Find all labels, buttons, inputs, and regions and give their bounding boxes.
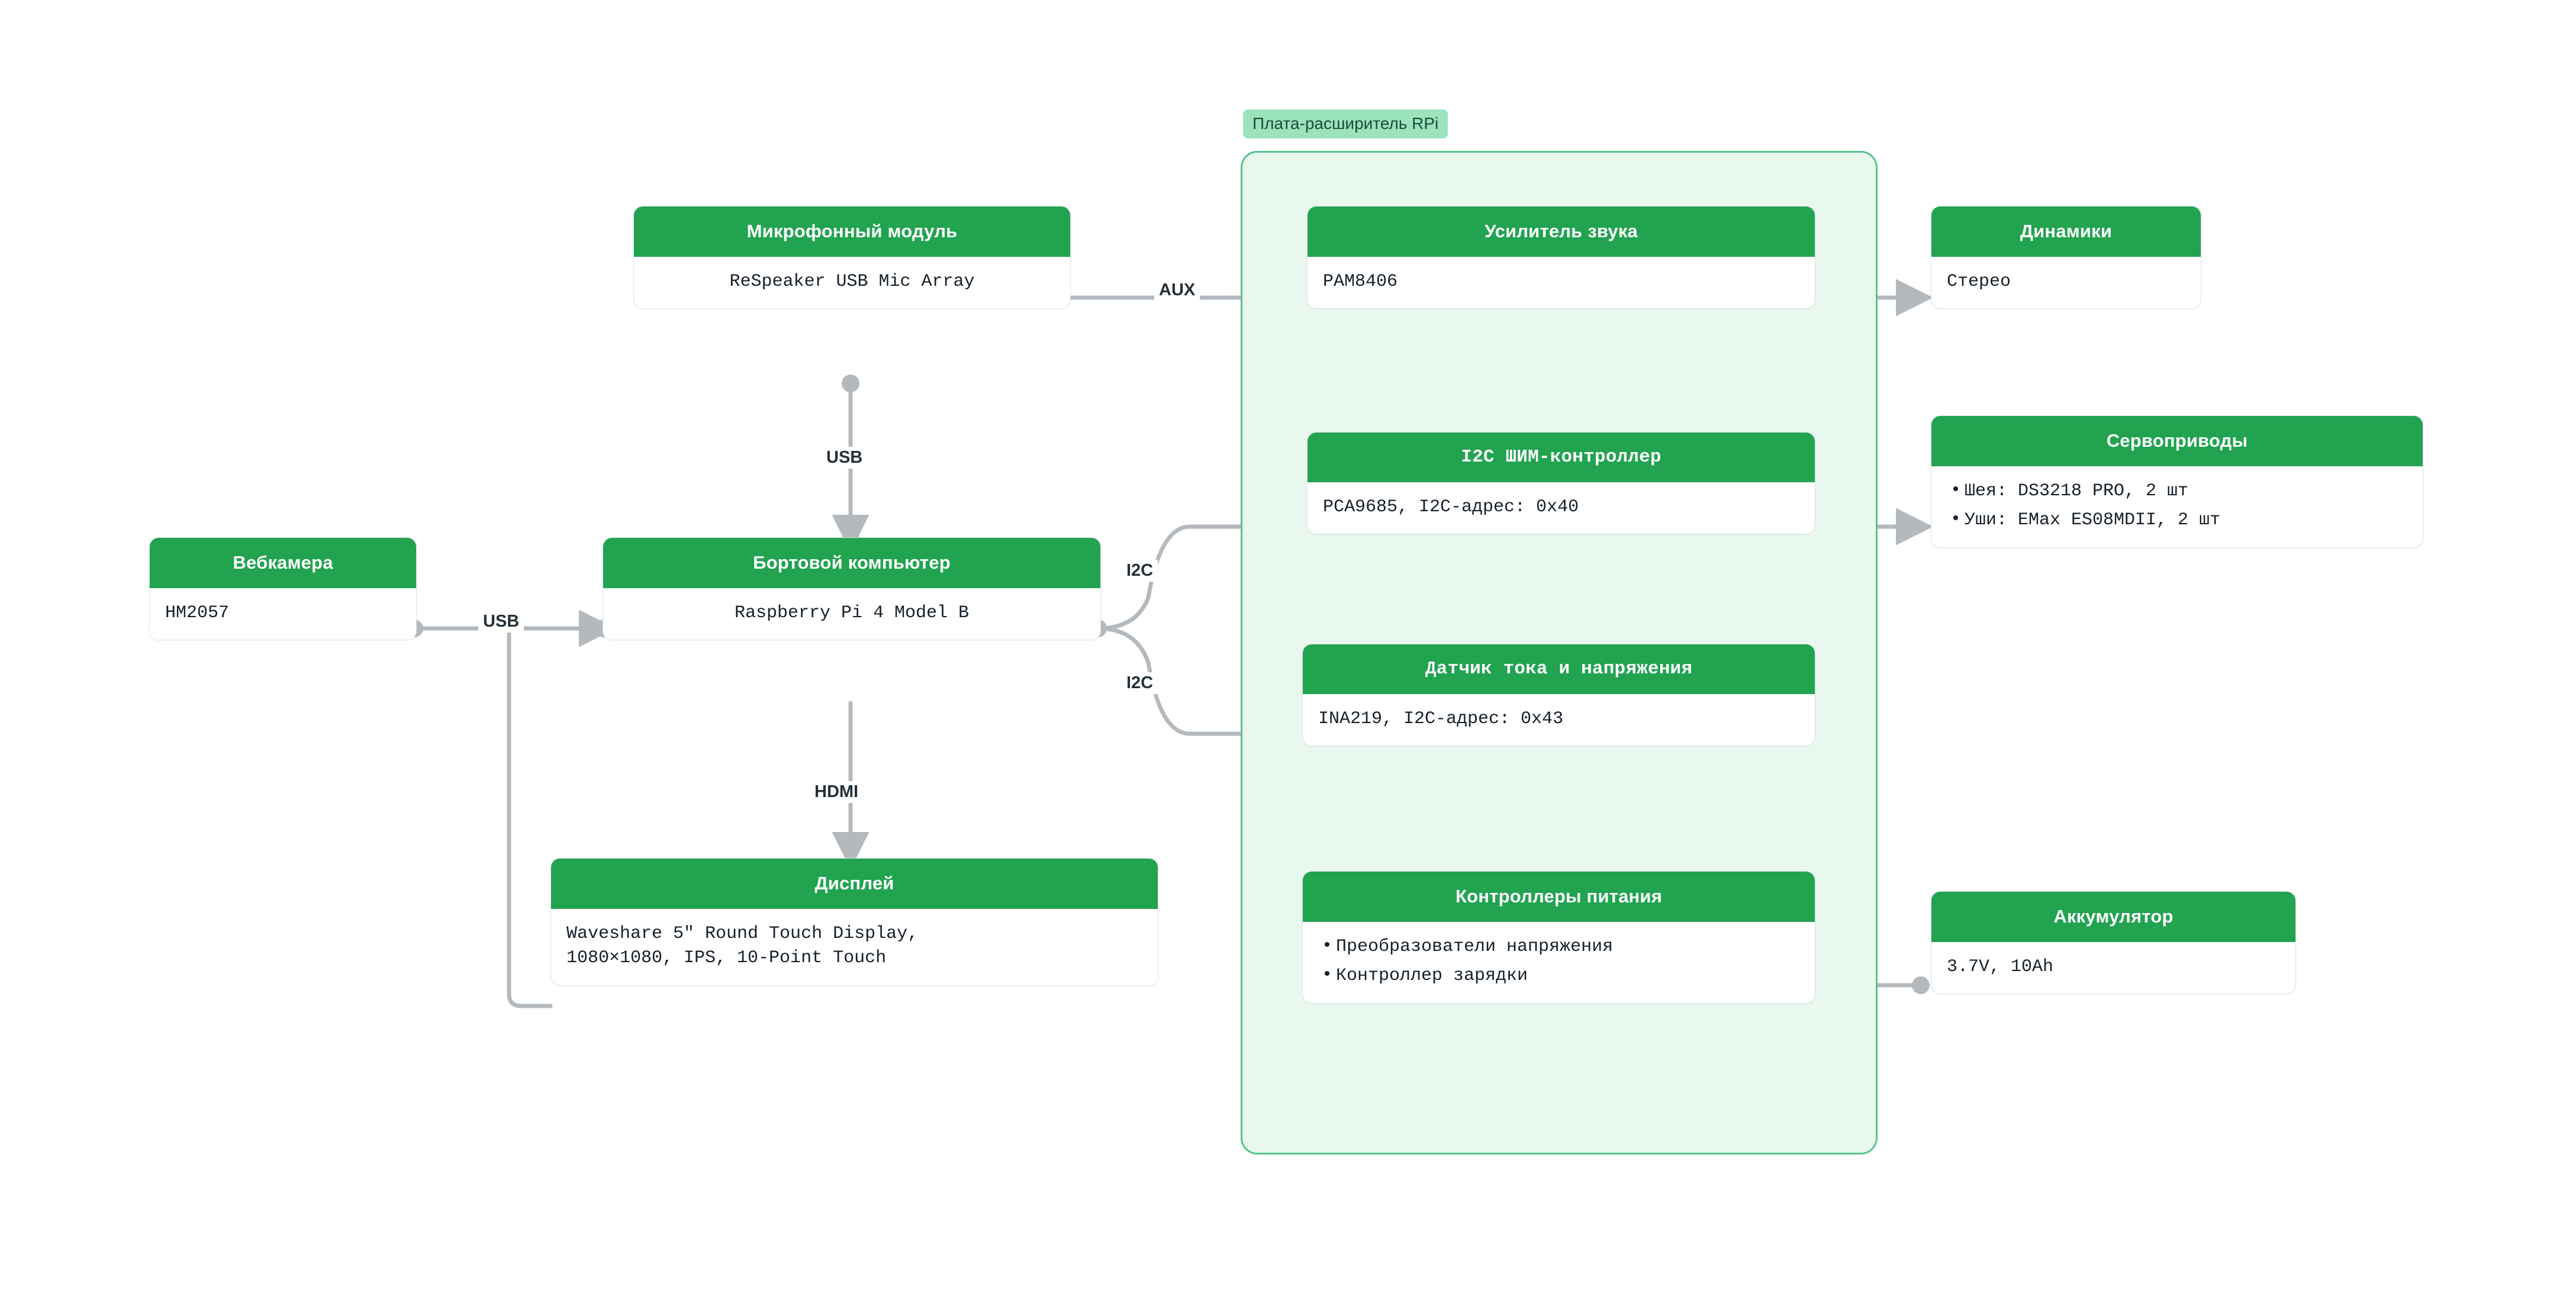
edge-label-usb-mic: USB bbox=[822, 447, 867, 469]
node-speakers-body-line: Стерео bbox=[1947, 272, 2011, 292]
node-microphone[interactable] bbox=[633, 206, 1071, 309]
edge-label-i2c-pwm: I2C bbox=[1122, 560, 1158, 582]
node-onboard-computer-body bbox=[603, 588, 1100, 640]
edge-label-hdmi: HDMI bbox=[810, 781, 863, 803]
node-pwm-controller[interactable] bbox=[1307, 432, 1815, 534]
node-microphone-body-line: ReSpeaker USB Mic Array bbox=[729, 272, 975, 292]
node-microphone-body bbox=[634, 257, 1070, 308]
node-audio-amplifier-title: Усилитель звука bbox=[1308, 207, 1815, 257]
node-display-body-line-1: Waveshare 5" Round Touch Display, bbox=[566, 924, 919, 944]
node-servos-title: Сервоприводы bbox=[1931, 416, 2423, 466]
node-onboard-computer-body-line: Raspberry Pi 4 Model B bbox=[734, 603, 970, 623]
node-current-voltage-sensor[interactable] bbox=[1302, 644, 1815, 746]
node-audio-amplifier[interactable] bbox=[1307, 206, 1815, 309]
node-servos-body bbox=[1931, 466, 2423, 547]
node-battery-body-line: 3.7V, 10Ah bbox=[1947, 957, 2054, 977]
node-servos[interactable] bbox=[1931, 415, 2423, 548]
node-power-controllers-body bbox=[1303, 922, 1815, 1003]
node-onboard-computer-title: Бортовой компьютер bbox=[603, 538, 1100, 588]
node-audio-amplifier-body-line: PAM8406 bbox=[1323, 272, 1398, 292]
edge-label-aux: AUX bbox=[1154, 279, 1200, 301]
node-audio-amplifier-body bbox=[1308, 257, 1815, 308]
node-battery-body bbox=[1931, 942, 2295, 994]
node-battery-title: Аккумулятор bbox=[1931, 892, 2295, 942]
node-servos-item-1: • Шея: DS3218 PRO, 2 шт bbox=[1947, 479, 2407, 504]
node-current-voltage-sensor-body bbox=[1303, 694, 1815, 746]
node-pwm-controller-body bbox=[1308, 482, 1815, 534]
node-current-voltage-sensor-body-line: INA219, I2C-адрес: 0x43 bbox=[1318, 709, 1564, 729]
node-servos-item-2: • Уши: EMax ES08MDII, 2 шт bbox=[1947, 508, 2407, 533]
node-webcam-body-line: HM2057 bbox=[165, 603, 230, 623]
group-label-rpi-expansion-board: Плата-расширитель RPi bbox=[1243, 109, 1448, 138]
node-power-controllers-item-2: • Контроллер зарядки bbox=[1318, 964, 1799, 988]
node-microphone-title: Микрофонный модуль bbox=[634, 207, 1070, 257]
node-webcam-body bbox=[150, 588, 416, 640]
node-power-controllers-item-1: • Преобразователи напряжения bbox=[1318, 935, 1799, 959]
node-display-body-line-2: 1080×1080, IPS, 10-Point Touch bbox=[566, 948, 887, 969]
node-display-title: Дисплей bbox=[551, 859, 1158, 909]
node-power-controllers-title: Контроллеры питания bbox=[1303, 872, 1815, 922]
node-speakers-title: Динамики bbox=[1931, 207, 2201, 257]
node-speakers[interactable] bbox=[1931, 206, 2201, 309]
node-power-controllers[interactable] bbox=[1302, 871, 1815, 1004]
node-webcam-title: Вебкамера bbox=[150, 538, 416, 588]
node-pwm-controller-title: I2C ШИМ-контроллер bbox=[1308, 433, 1815, 482]
edge-label-usb-webcam: USB bbox=[478, 611, 524, 633]
node-display[interactable] bbox=[550, 858, 1158, 986]
node-current-voltage-sensor-title: Датчик тока и напряжения bbox=[1303, 644, 1815, 694]
node-battery[interactable] bbox=[1931, 891, 2296, 994]
node-pwm-controller-body-line: PCA9685, I2C-адрес: 0x40 bbox=[1323, 497, 1579, 517]
node-webcam[interactable] bbox=[149, 537, 417, 640]
edge-label-i2c-sensor: I2C bbox=[1122, 672, 1158, 694]
node-onboard-computer[interactable] bbox=[603, 537, 1101, 640]
node-speakers-body bbox=[1931, 257, 2201, 308]
node-display-body bbox=[551, 909, 1158, 985]
